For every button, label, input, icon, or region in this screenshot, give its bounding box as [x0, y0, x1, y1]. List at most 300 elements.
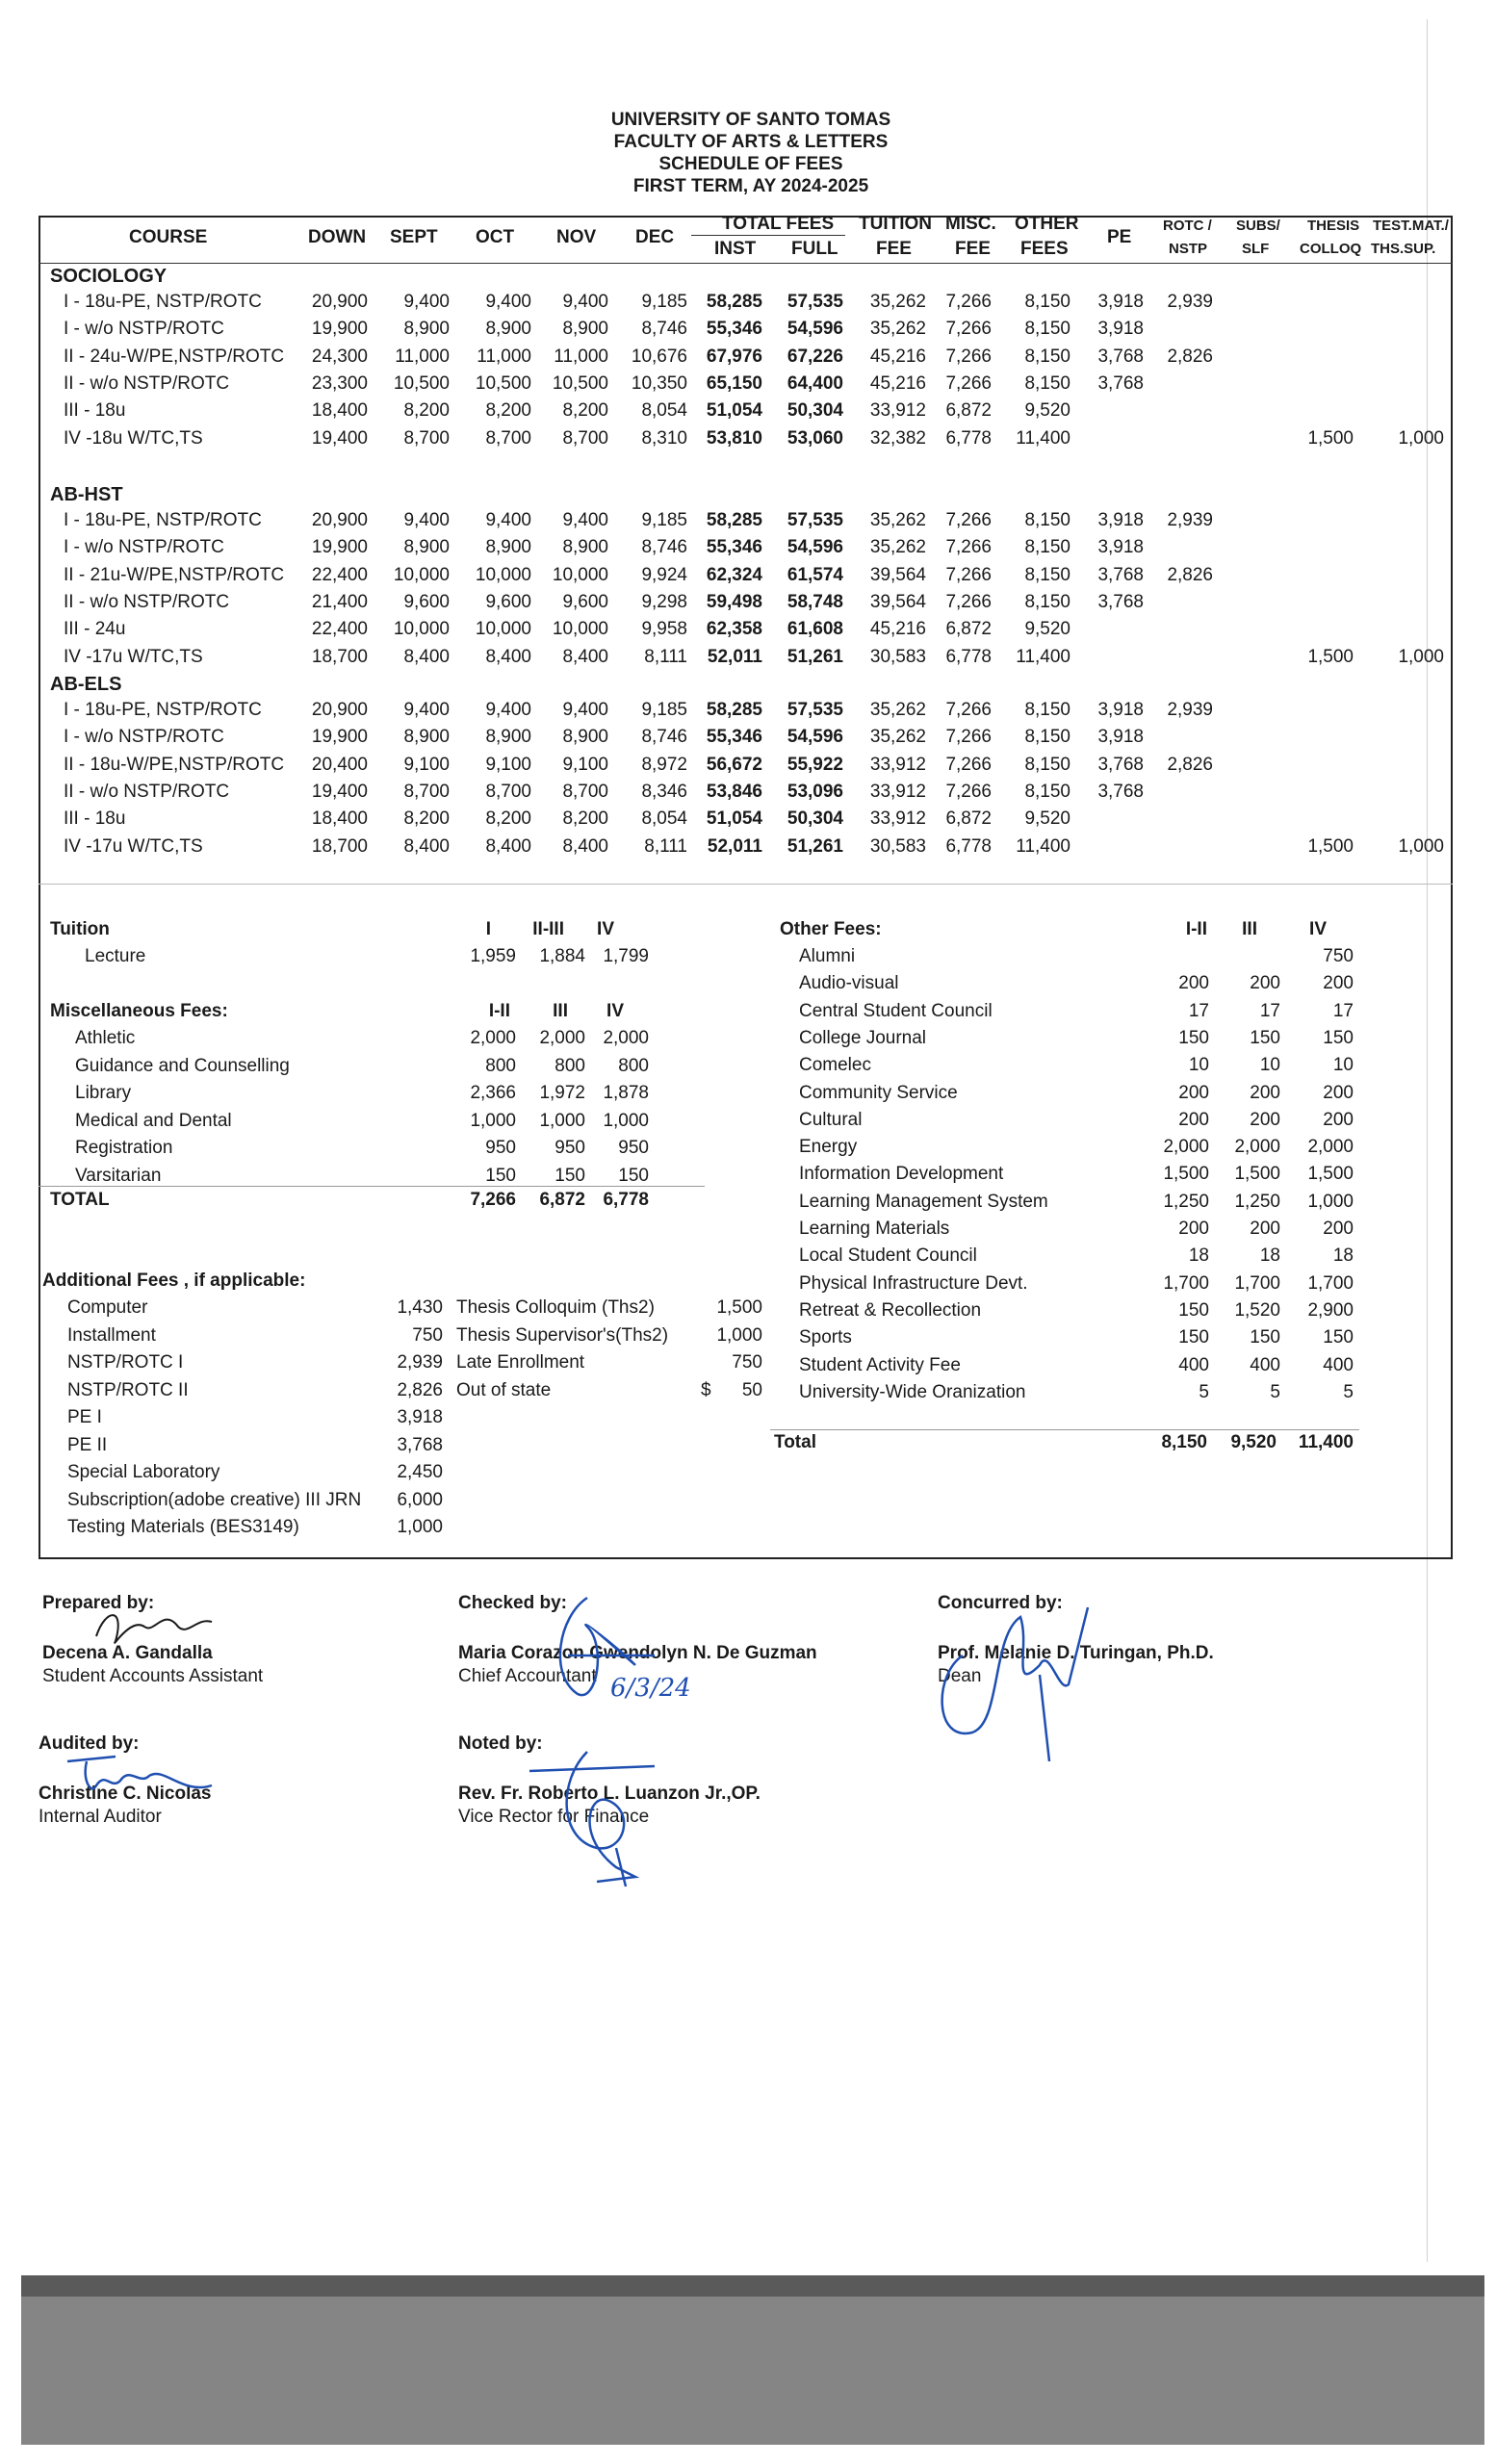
other-fee-value: 5: [1270, 1381, 1280, 1402]
signature-nicolas-icon: [58, 1742, 221, 1810]
cell-dec: 10,676: [631, 346, 687, 367]
cell-total-inst: 53,810: [706, 427, 762, 449]
other-fees-title: Other Fees:: [780, 919, 882, 939]
cell-total-inst: 59,498: [706, 591, 762, 612]
cell-total-full: 50,304: [787, 808, 843, 830]
table-row: [0, 836, 1496, 863]
cell-dec: 8,111: [644, 835, 687, 857]
other-fee-value: 18: [1188, 1245, 1209, 1267]
other-fee-value: 17: [1259, 1000, 1280, 1021]
cell-total-inst: 52,011: [707, 646, 762, 667]
cell-oct: 11,000: [477, 346, 531, 367]
cell-tuition: 39,564: [869, 564, 926, 585]
cell-total-full: 64,400: [787, 372, 843, 394]
additional-fee-value: 1,500: [716, 1297, 762, 1318]
cell-total-inst: 56,672: [706, 754, 762, 775]
audited-label: Audited by:: [39, 1733, 140, 1754]
cell-nov: 8,900: [562, 727, 608, 748]
cell-oct: 8,900: [485, 319, 531, 340]
misc-fee-value: 1,972: [539, 1083, 585, 1103]
cell-test: 1,000: [1398, 646, 1444, 667]
section-divider: [39, 884, 1453, 885]
other-fee-value: 1,250: [1163, 1191, 1209, 1212]
other-fee-value: 1,500: [1234, 1164, 1280, 1185]
misc-fee-value: 2,000: [539, 1028, 585, 1048]
cell-total-inst: 62,324: [706, 564, 762, 585]
cell-down: 22,400: [311, 564, 368, 585]
header-nov: NOV: [556, 227, 597, 247]
table-row: [0, 428, 1496, 455]
other-fee-value: 1,700: [1163, 1272, 1209, 1294]
other-fee-label: Local Student Council: [799, 1245, 977, 1267]
misc-fee-value: 800: [618, 1055, 649, 1076]
row-course-name: III - 24u: [64, 619, 126, 640]
cell-tuition: 35,262: [869, 727, 926, 748]
row-course-name: II - 24u-W/PE,NSTP/ROTC: [64, 346, 285, 367]
table-row: [0, 537, 1496, 564]
total-fees-rule: [691, 235, 845, 236]
currency-symbol: $: [701, 1379, 711, 1400]
cell-test: 1,000: [1398, 427, 1444, 449]
cell-pe: 3,768: [1097, 372, 1144, 394]
other-fee-label: Alumni: [799, 946, 856, 966]
other-fee-value: 2,000: [1163, 1137, 1209, 1158]
cell-total-full: 67,226: [787, 346, 843, 367]
cell-down: 19,400: [311, 781, 368, 802]
cell-misc: 6,778: [945, 427, 992, 449]
other-fee-label: Community Service: [799, 1082, 958, 1103]
misc-fee-value: 950: [618, 1138, 649, 1158]
misc-fee-label: Guidance and Counselling: [75, 1055, 290, 1076]
misc-fee-value: 950: [555, 1138, 585, 1158]
cell-thesis: 1,500: [1307, 835, 1354, 857]
other-total-rule: [770, 1429, 1359, 1430]
misc-col-2: III: [553, 1001, 568, 1021]
misc-fee-value: 800: [555, 1055, 585, 1076]
cell-total-inst: 55,346: [706, 319, 762, 340]
term-label: FIRST TERM, AY 2024-2025: [632, 176, 869, 196]
header-tuition: TUITION: [859, 214, 932, 234]
cell-tuition: 35,262: [869, 292, 926, 312]
cell-sept: 9,400: [403, 510, 450, 530]
cell-pe: 3,768: [1097, 346, 1144, 367]
cell-oct: 10,000: [475, 619, 531, 640]
misc-fee-label: Medical and Dental: [75, 1110, 232, 1131]
table-row: [0, 319, 1496, 346]
cell-down: 19,900: [311, 727, 368, 748]
header-dec: DEC: [635, 227, 675, 247]
cell-other: 9,520: [1024, 808, 1070, 830]
cell-tuition: 33,912: [869, 781, 926, 802]
cell-other: 8,150: [1024, 510, 1070, 530]
other-fee-label: University-Wide Oranization: [799, 1381, 1026, 1402]
cell-down: 18,400: [311, 808, 368, 830]
section-title-ab-els: AB-ELS: [50, 674, 122, 695]
cell-down: 18,700: [311, 646, 368, 667]
cell-down: 19,900: [311, 319, 368, 340]
cell-oct: 9,400: [485, 700, 531, 720]
other-fee-label: Cultural: [799, 1109, 863, 1130]
other-fee-value: 150: [1250, 1327, 1280, 1348]
additional-title: Additional Fees , if applicable:: [42, 1270, 306, 1291]
misc-fee-label: Library: [75, 1083, 132, 1103]
cell-other: 9,520: [1024, 400, 1070, 422]
other-fee-label: College Journal: [799, 1027, 927, 1048]
other-fee-value: 200: [1323, 1219, 1354, 1239]
misc-fee-value: 150: [485, 1165, 516, 1186]
other-total-3: 11,400: [1298, 1432, 1354, 1452]
other-fee-value: 400: [1323, 1354, 1354, 1375]
header-inst: INST: [714, 239, 757, 259]
other-fee-value: 18: [1332, 1245, 1354, 1267]
other-fee-value: 150: [1178, 1299, 1209, 1321]
cell-test: 1,000: [1398, 835, 1444, 857]
cell-misc: 7,266: [945, 754, 992, 775]
cell-total-inst: 55,346: [706, 727, 762, 748]
cell-rotc: 2,939: [1167, 292, 1213, 312]
header-nstp: NSTP: [1169, 241, 1208, 257]
other-fee-value: 17: [1188, 1000, 1209, 1021]
misc-fee-value: 1,878: [603, 1083, 649, 1103]
cell-tuition: 33,912: [869, 754, 926, 775]
cell-tuition: 30,583: [869, 835, 926, 857]
noted-name: Rev. Fr. Roberto L. Luanzon Jr.,OP.: [458, 1784, 761, 1804]
cell-sept: 9,600: [403, 591, 450, 612]
cell-total-full: 54,596: [787, 319, 843, 340]
cell-down: 19,900: [311, 537, 368, 558]
other-fee-label: Comelec: [799, 1055, 871, 1076]
cell-total-inst: 62,358: [706, 619, 762, 640]
misc-fee-value: 1,000: [539, 1110, 585, 1131]
other-fee-value: 150: [1178, 1327, 1209, 1348]
prepared-title: Student Accounts Assistant: [42, 1666, 264, 1686]
cell-total-full: 61,608: [787, 619, 843, 640]
additional-fee-label: Out of state: [456, 1379, 552, 1400]
other-fee-value: 200: [1323, 1082, 1354, 1103]
other-fee-value: 200: [1250, 1109, 1280, 1130]
cell-down: 21,400: [311, 591, 368, 612]
header-misc-fee: FEE: [955, 239, 991, 259]
cell-total-full: 58,748: [787, 591, 843, 612]
cell-other: 8,150: [1024, 372, 1070, 394]
cell-nov: 11,000: [554, 346, 608, 367]
document-header: [539, 109, 963, 197]
cell-dec: 9,185: [641, 510, 687, 530]
table-row: [0, 592, 1496, 619]
cell-rotc: 2,826: [1167, 346, 1213, 367]
cell-total-inst: 58,285: [706, 700, 762, 720]
misc-fee-value: 150: [618, 1165, 649, 1186]
cell-misc: 7,266: [945, 781, 992, 802]
cell-down: 23,300: [311, 372, 368, 394]
other-fee-label: Learning Materials: [799, 1219, 950, 1239]
other-fee-value: 400: [1178, 1354, 1209, 1375]
cell-sept: 8,400: [403, 646, 450, 667]
other-fee-value: 400: [1250, 1354, 1280, 1375]
other-fee-value: 200: [1250, 973, 1280, 994]
cell-nov: 8,900: [562, 319, 608, 340]
additional-fee-label: Computer: [67, 1297, 148, 1318]
header-pe: PE: [1107, 227, 1132, 247]
additional-fee-value: 50: [741, 1379, 762, 1400]
misc-total-label: TOTAL: [50, 1190, 110, 1210]
other-fee-value: 200: [1323, 973, 1354, 994]
header-thesis: THESIS: [1307, 218, 1360, 234]
header-slf: SLF: [1242, 241, 1270, 257]
cell-pe: 3,768: [1097, 564, 1144, 585]
cell-rotc: 2,826: [1167, 754, 1213, 775]
additional-fee-value: 2,826: [397, 1379, 443, 1400]
table-row: [0, 619, 1496, 646]
cell-total-full: 53,060: [787, 427, 843, 449]
header-total-fees: TOTAL FEES: [722, 214, 835, 234]
misc-total-2: 6,872: [539, 1190, 585, 1210]
cell-total-inst: 51,054: [706, 808, 762, 830]
misc-fee-value: 2,000: [603, 1028, 649, 1048]
table-row: [0, 510, 1496, 537]
cell-total-full: 57,535: [787, 292, 843, 312]
cell-oct: 8,900: [485, 537, 531, 558]
cell-dec: 9,298: [641, 591, 687, 612]
additional-fee-label: NSTP/ROTC II: [67, 1379, 189, 1400]
cell-sept: 11,000: [395, 346, 450, 367]
header-down: DOWN: [308, 227, 367, 247]
other-col-2: III: [1242, 919, 1257, 939]
cell-other: 11,400: [1016, 646, 1070, 667]
concurred-name: Prof. Melanie D. Turingan, Ph.D.: [938, 1643, 1214, 1663]
additional-fee-value: 1,000: [716, 1324, 762, 1346]
cell-misc: 7,266: [945, 510, 992, 530]
cell-down: 20,900: [311, 510, 368, 530]
row-course-name: I - w/o NSTP/ROTC: [64, 537, 224, 558]
cell-sept: 8,400: [403, 835, 450, 857]
misc-total-rule: [39, 1186, 705, 1187]
other-fee-value: 1,520: [1234, 1299, 1280, 1321]
cell-total-full: 57,535: [787, 510, 843, 530]
cell-total-full: 54,596: [787, 537, 843, 558]
additional-fee-label: Thesis Supervisor's(Ths2): [456, 1324, 669, 1346]
concurred-title: Dean: [938, 1666, 982, 1686]
additional-fee-label: Subscription(adobe creative) III JRN: [67, 1489, 362, 1510]
row-course-name: II - w/o NSTP/ROTC: [64, 372, 230, 394]
cell-sept: 10,000: [393, 619, 450, 640]
other-fee-value: 2,900: [1307, 1299, 1354, 1321]
other-fee-label: Retreat & Recollection: [799, 1299, 982, 1321]
table-row: [0, 782, 1496, 808]
other-fee-value: 1,700: [1307, 1272, 1354, 1294]
tuition-col-3: IV: [597, 919, 614, 939]
cell-total-inst: 51,054: [706, 400, 762, 422]
cell-total-full: 53,096: [787, 781, 843, 802]
other-fee-value: 1,500: [1307, 1164, 1354, 1185]
row-course-name: IV -18u W/TC,TS: [64, 427, 203, 449]
cell-misc: 6,778: [945, 646, 992, 667]
cell-tuition: 33,912: [869, 808, 926, 830]
cell-down: 24,300: [311, 346, 368, 367]
other-fee-label: Learning Management System: [799, 1191, 1048, 1212]
noted-label: Noted by:: [458, 1733, 543, 1754]
table-row: [0, 292, 1496, 319]
cell-sept: 10,500: [393, 372, 450, 394]
table-row: [0, 373, 1496, 400]
cell-down: 20,400: [311, 754, 368, 775]
concurred-label: Concurred by:: [938, 1593, 1063, 1613]
cell-dec: 9,958: [641, 619, 687, 640]
misc-fee-label: Athletic: [75, 1028, 136, 1048]
other-fee-label: Physical Infrastructure Devt.: [799, 1272, 1028, 1294]
additional-fee-label: Special Laboratory: [67, 1462, 220, 1482]
misc-fee-value: 2,000: [470, 1028, 516, 1048]
cell-pe: 3,918: [1097, 510, 1144, 530]
cell-nov: 9,600: [562, 591, 608, 612]
checked-label: Checked by:: [458, 1593, 567, 1613]
other-fee-value: 150: [1323, 1327, 1354, 1348]
cell-misc: 7,266: [945, 727, 992, 748]
cell-nov: 9,400: [562, 292, 608, 312]
cell-oct: 9,400: [485, 292, 531, 312]
misc-fee-value: 950: [485, 1138, 516, 1158]
cell-dec: 8,346: [641, 781, 687, 802]
additional-fee-value: 750: [732, 1352, 762, 1373]
row-course-name: IV -17u W/TC,TS: [64, 646, 203, 667]
tuition-lecture-3: 1,799: [603, 946, 649, 966]
row-course-name: II - w/o NSTP/ROTC: [64, 591, 230, 612]
other-fee-value: 2,000: [1307, 1137, 1354, 1158]
cell-other: 8,150: [1024, 292, 1070, 312]
scan-bottom-band: [21, 2275, 1484, 2445]
cell-nov: 9,400: [562, 510, 608, 530]
row-course-name: III - 18u: [64, 808, 126, 830]
cell-pe: 3,768: [1097, 754, 1144, 775]
cell-other: 11,400: [1016, 427, 1070, 449]
other-total-1: 8,150: [1161, 1432, 1207, 1452]
cell-down: 18,700: [311, 835, 368, 857]
other-fee-value: 10: [1332, 1055, 1354, 1076]
misc-col-1: I-II: [488, 1001, 510, 1021]
cell-dec: 8,111: [644, 646, 687, 667]
cell-other: 8,150: [1024, 700, 1070, 720]
cell-sept: 8,700: [403, 781, 450, 802]
cell-misc: 6,872: [945, 619, 992, 640]
additional-fee-label: Installment: [67, 1324, 156, 1346]
cell-misc: 6,872: [945, 808, 992, 830]
table-row: [0, 700, 1496, 727]
cell-misc: 7,266: [945, 700, 992, 720]
cell-tuition: 35,262: [869, 319, 926, 340]
cell-oct: 8,200: [485, 400, 531, 422]
cell-total-full: 51,261: [787, 835, 843, 857]
cell-tuition: 32,382: [869, 427, 926, 449]
other-fee-value: 200: [1178, 1109, 1209, 1130]
checked-title: Chief Accountant: [458, 1666, 597, 1686]
cell-sept: 8,200: [403, 808, 450, 830]
cell-nov: 8,700: [562, 427, 608, 449]
audited-name: Christine C. Nicolas: [39, 1784, 212, 1804]
cell-nov: 9,400: [562, 700, 608, 720]
header-ths-sup: THS.SUP.: [1371, 241, 1436, 257]
cell-dec: 10,350: [631, 372, 687, 394]
other-fee-value: 750: [1323, 946, 1354, 966]
cell-other: 8,150: [1024, 537, 1070, 558]
cell-misc: 7,266: [945, 372, 992, 394]
other-fee-label: Information Development: [799, 1164, 1004, 1185]
cell-nov: 9,100: [562, 754, 608, 775]
other-fee-value: 200: [1250, 1082, 1280, 1103]
cell-other: 8,150: [1024, 754, 1070, 775]
cell-down: 19,400: [311, 427, 368, 449]
other-fee-value: 1,000: [1307, 1191, 1354, 1212]
misc-fee-value: 2,366: [470, 1083, 516, 1103]
tuition-lecture-2: 1,884: [539, 946, 585, 966]
header-other-fees: FEES: [1020, 239, 1069, 259]
row-course-name: IV -17u W/TC,TS: [64, 835, 203, 857]
cell-pe: 3,918: [1097, 727, 1144, 748]
cell-misc: 6,778: [945, 835, 992, 857]
additional-fee-value: 1,000: [397, 1517, 443, 1537]
cell-misc: 6,872: [945, 400, 992, 422]
cell-oct: 9,100: [485, 754, 531, 775]
table-row: [0, 346, 1496, 373]
additional-fee-value: 6,000: [397, 1489, 443, 1510]
misc-title: Miscellaneous Fees:: [50, 1001, 228, 1021]
cell-total-full: 54,596: [787, 727, 843, 748]
additional-fee-value: 750: [412, 1324, 443, 1346]
cell-total-full: 55,922: [787, 754, 843, 775]
cell-oct: 9,400: [485, 510, 531, 530]
other-fee-value: 1,500: [1163, 1164, 1209, 1185]
cell-total-inst: 52,011: [707, 835, 762, 857]
other-fee-value: 10: [1188, 1055, 1209, 1076]
misc-fee-value: 1,000: [603, 1110, 649, 1131]
other-fee-value: 200: [1178, 973, 1209, 994]
additional-fee-label: PE II: [67, 1434, 108, 1455]
university-name: UNIVERSITY OF SANTO TOMAS: [610, 110, 891, 130]
cell-tuition: 39,564: [869, 591, 926, 612]
other-fee-value: 200: [1178, 1082, 1209, 1103]
cell-misc: 7,266: [945, 564, 992, 585]
misc-total-1: 7,266: [470, 1190, 516, 1210]
other-fee-value: 1,250: [1234, 1191, 1280, 1212]
header-rotc: ROTC /: [1163, 218, 1212, 234]
cell-tuition: 30,583: [869, 646, 926, 667]
cell-sept: 8,200: [403, 400, 450, 422]
additional-fee-value: 1,430: [397, 1297, 443, 1318]
misc-total-3: 6,778: [603, 1190, 649, 1210]
cell-sept: 9,400: [403, 700, 450, 720]
cell-oct: 10,000: [475, 564, 531, 585]
misc-col-3: IV: [606, 1001, 624, 1021]
cell-nov: 8,200: [562, 400, 608, 422]
cell-nov: 10,000: [552, 619, 608, 640]
cell-oct: 8,400: [485, 835, 531, 857]
cell-nov: 10,500: [552, 372, 608, 394]
cell-total-inst: 65,150: [706, 372, 762, 394]
header-other: OTHER: [1015, 214, 1079, 234]
cell-down: 22,400: [311, 619, 368, 640]
cell-total-inst: 67,976: [706, 346, 762, 367]
header-colloq: COLLOQ: [1300, 241, 1362, 257]
cell-pe: 3,918: [1097, 700, 1144, 720]
table-row: [0, 808, 1496, 835]
cell-misc: 7,266: [945, 346, 992, 367]
cell-misc: 7,266: [945, 591, 992, 612]
cell-tuition: 33,912: [869, 400, 926, 422]
other-fee-value: 2,000: [1234, 1137, 1280, 1158]
cell-misc: 7,266: [945, 319, 992, 340]
cell-nov: 8,400: [562, 835, 608, 857]
section-title-ab-hst: AB-HST: [50, 484, 123, 505]
misc-fee-label: Varsitarian: [75, 1165, 162, 1186]
